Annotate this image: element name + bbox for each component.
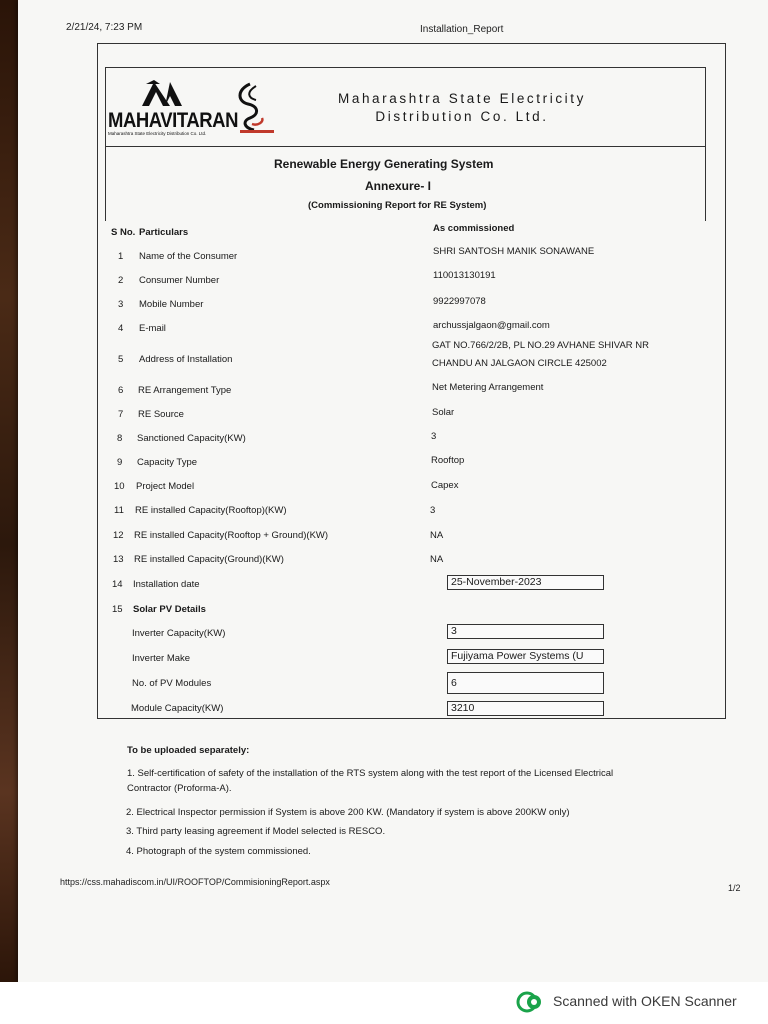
row-label: Installation date — [133, 579, 200, 590]
pv-label: Inverter Capacity(KW) — [132, 628, 226, 639]
note-item-1-cont: Contractor (Proforma-A). — [127, 783, 232, 794]
report-annexure: Annexure- I — [365, 179, 432, 193]
row-label: RE Source — [138, 409, 184, 420]
row-label: Consumer Number — [139, 275, 220, 286]
row-value: 110013130191 — [433, 270, 496, 281]
row-value: NA — [430, 554, 444, 565]
row-value: SHRI SANTOSH MANIK SONAWANE — [433, 246, 595, 257]
row-label: Capacity Type — [137, 457, 198, 468]
note-item-3: 3. Third party leasing agreement if Model selected is RESCO. — [126, 826, 386, 837]
row-number: 12 — [113, 530, 124, 541]
row-value: archussjalgaon@gmail.com — [433, 320, 550, 331]
row-number: 7 — [118, 409, 124, 420]
module-capacity-field: 3210 — [447, 701, 604, 716]
logo-name: MAHAVITARAN — [108, 109, 238, 132]
print-datetime: 2/21/24, 7:23 PM — [66, 22, 143, 33]
col-header-sno: S No. — [111, 227, 136, 238]
print-title: Installation_Report — [420, 24, 504, 35]
row-number: 1 — [118, 251, 124, 262]
row-value: 3 — [431, 431, 437, 442]
row-value: Solar — [432, 407, 455, 418]
report-title: Renewable Energy Generating System — [274, 157, 494, 171]
installation-date-field: 25-November-2023 — [447, 575, 604, 590]
row-label: Sanctioned Capacity(KW) — [137, 433, 246, 444]
company-line-2: Distribution Co. Ltd. — [375, 109, 549, 124]
row-label: Address of Installation — [139, 354, 233, 365]
print-page-number: 1/2 — [728, 883, 741, 893]
row-number: 4 — [118, 323, 124, 334]
row-number: 14 — [112, 579, 123, 590]
inverter-make-field: Fujiyama Power Systems (U — [447, 649, 604, 664]
row-label: RE Arrangement Type — [138, 385, 232, 396]
row-number: 10 — [114, 481, 125, 492]
notes-heading: To be uploaded separately: — [127, 745, 250, 756]
report-subtitle: (Commissioning Report for RE System) — [308, 200, 487, 211]
row-number: 5 — [118, 354, 124, 365]
row-number: 9 — [117, 457, 123, 468]
logo-tagline: Maharashtra State Electricity Distribution Co. Ltd. — [108, 131, 207, 136]
row-number: 3 — [118, 299, 124, 310]
pv-label: No. of PV Modules — [132, 678, 212, 689]
note-item-4: 4. Photograph of the system commissioned. — [126, 846, 311, 857]
row-label: Project Model — [136, 481, 195, 492]
row-label: RE installed Capacity(Ground)(KW) — [134, 554, 284, 565]
company-name — [338, 90, 586, 126]
print-url: https://css.mahadiscom.in/UI/ROOFTOP/CommisioningReport.aspx — [60, 877, 330, 887]
pv-label: Module Capacity(KW) — [131, 703, 224, 714]
note-item-1: 1. Self-certification of safety of the installation of the RTS system along with the test report of the Licensed Electrical — [127, 768, 614, 779]
row-label: E-mail — [139, 323, 166, 334]
row-value: NA — [430, 530, 444, 541]
swirl-emblem-icon — [228, 80, 278, 135]
row-number: 6 — [118, 385, 124, 396]
scanner-watermark: Scanned with OKEN Scanner — [553, 993, 737, 1009]
row-number: 15 — [112, 604, 123, 615]
row-label: RE installed Capacity(Rooftop + Ground)(KW) — [134, 530, 329, 541]
col-header-particulars: Particulars — [139, 227, 189, 238]
note-item-2: 2. Electrical Inspector permission if System is above 200 KW. (Mandatory if system is above 200KW only) — [126, 807, 570, 818]
row-label: Solar PV Details — [133, 604, 206, 615]
row-number: 11 — [114, 505, 124, 516]
row-number: 13 — [113, 554, 124, 565]
row-value-line-2: CHANDU AN JALGAON CIRCLE 425002 — [432, 358, 607, 369]
row-label: Mobile Number — [139, 299, 204, 310]
mahavitaran-logo-icon — [140, 80, 190, 110]
row-value: 3 — [430, 505, 436, 516]
row-value: 9922997078 — [433, 296, 486, 307]
row-value: Rooftop — [431, 455, 465, 466]
row-value: Capex — [431, 480, 459, 491]
inverter-capacity-field: 3 — [447, 624, 604, 639]
row-value: GAT NO.766/2/2B, PL NO.29 AVHANE SHIVAR NR — [432, 340, 649, 351]
row-label: Name of the Consumer — [139, 251, 238, 262]
row-label: RE installed Capacity(Rooftop)(KW) — [135, 505, 287, 516]
pv-modules-field: 6 — [447, 672, 604, 694]
company-line-1: Maharashtra State Electricity — [338, 91, 586, 106]
oken-scanner-icon — [516, 991, 544, 1013]
row-value: Net Metering Arrangement — [432, 382, 544, 393]
pv-label: Inverter Make — [132, 653, 191, 664]
row-number: 8 — [117, 433, 123, 444]
row-number: 2 — [118, 275, 124, 286]
col-header-value: As commissioned — [433, 223, 515, 234]
